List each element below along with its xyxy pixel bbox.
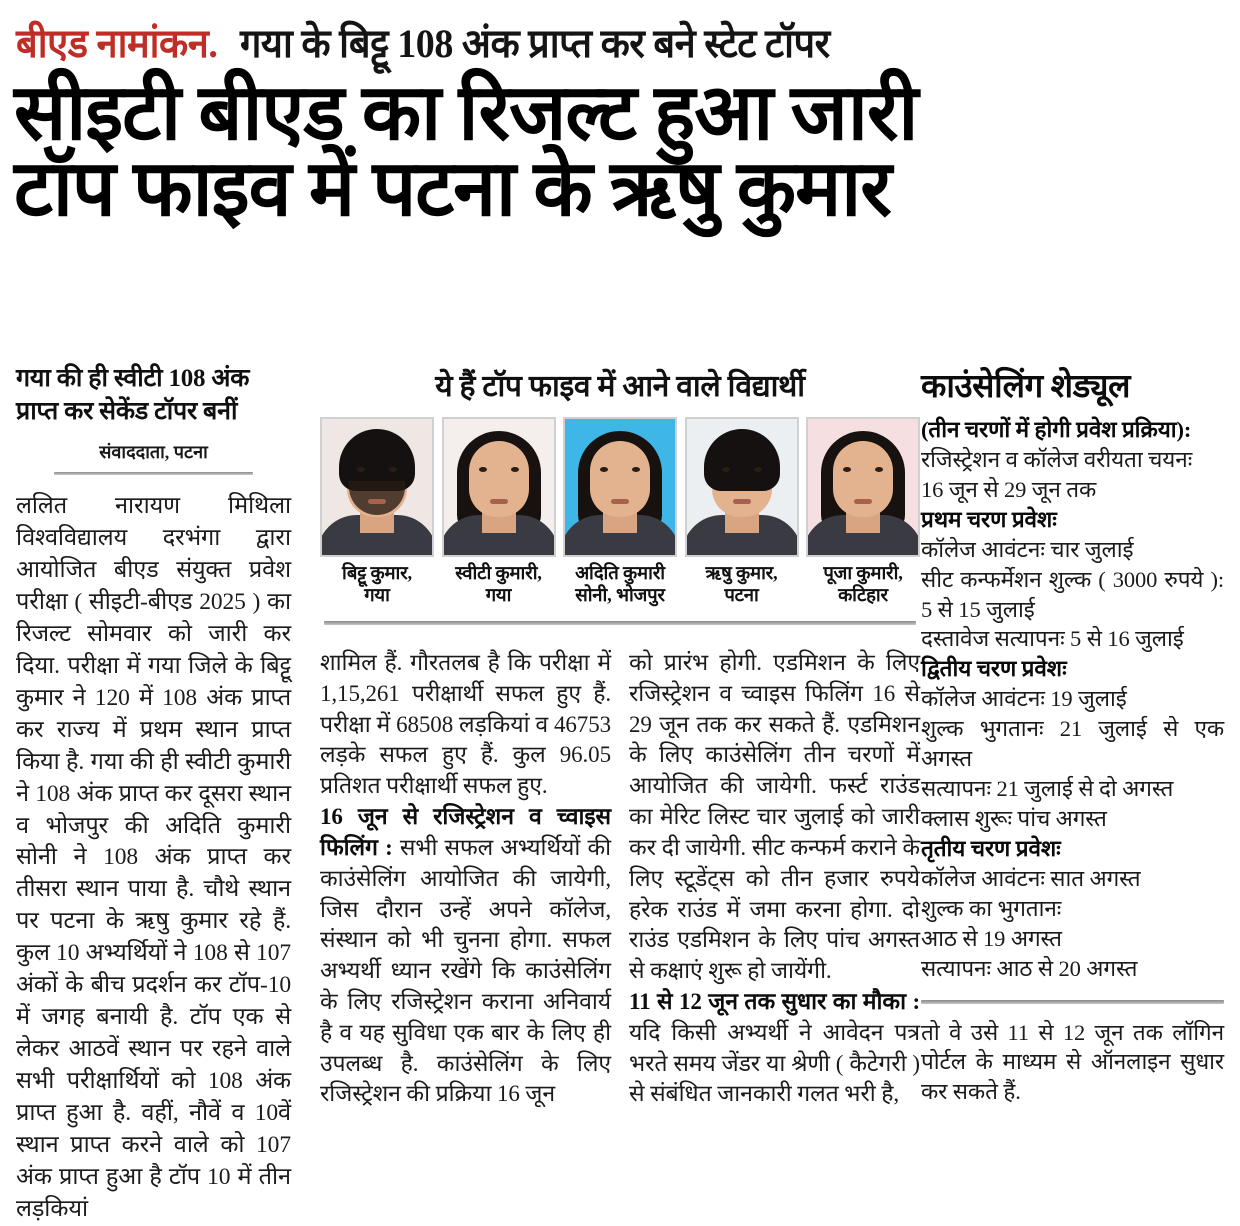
kicker-line <box>0 0 1240 71</box>
col2-paragraph-2 <box>320 802 611 1110</box>
topper-name: ऋषु कुमार, <box>705 564 778 584</box>
left-subheadline: गया की ही स्वीटी 108 अंक प्राप्त कर सेकेंड टॉपर बनीं <box>16 365 250 425</box>
topper-place: गया <box>485 586 512 607</box>
topper-card <box>806 417 920 607</box>
topper-name: स्वीटी कुमारी, <box>455 564 542 584</box>
topper-caption <box>563 563 677 607</box>
toppers-photo-row <box>320 417 920 607</box>
schedule-item: क्लास शुरूः पांच अगस्त <box>921 805 1107 831</box>
portrait-eye-left <box>600 467 608 472</box>
feature-body-columns <box>320 648 920 1110</box>
topper-caption <box>442 563 556 607</box>
schedule-item: दस्तावेज सत्यापनः 5 से 16 जुलाई <box>921 626 1184 652</box>
column-schedule <box>907 362 1240 1226</box>
portrait-face <box>469 441 529 517</box>
left-body-paragraph: ललित नारायण मिथिला विश्वविद्यालय दरभंगा द्वारा आयोजित बीएड संयुक्त प्रवेश परीक्षा ( सीइटी-बीएड 2025 ) का रिजल्ट सोमवार को जारी कर दिया. परीक्षा में गया जिले के बिट्टू कुमार ने 120 में 108 अंक प्राप्त कर राज्य में प्रथम स्थान प्राप्त किया है. गया की ही स्वीटी कुमारी ने 108 अंक प्राप्त कर दूसरा स्थान व भोजपुर की अदिति कुमारी सोनी ने 108 अंक प्राप्त कर तीसरा स्थान पाया है. चौथे स्थान पर पटना के ऋषु कुमार रहे हैं. कुल 10 अभ्यर्थियों ने 108 से 107 अंकों के बीच प्रदर्शन कर टॉप-10 में जगह बनायी है. टॉप एक से लेकर आठवें स्थान पर रहने वाले सभी परीक्षार्थियों को 108 अंक प्राप्त हुआ है. वहीं, नौवें व 10वें स्थान प्राप्त करने वाले को 107 अंक प्राप्त हुआ है टॉप 10 में तीन लड़कियां <box>16 493 291 1222</box>
column-two-text <box>320 648 611 1110</box>
schedule-item: शुल्क भुगतानः 21 जुलाई से एक अगस्त <box>921 716 1224 772</box>
schedule-phase-heading: तृतीय चरण प्रवेशः <box>921 835 1061 861</box>
portrait-eye-left <box>357 467 365 472</box>
headline-line-1: सीइटी बीएड का रिजल्ट हुआ जारी <box>14 69 918 156</box>
topper-place: पटना <box>724 586 759 607</box>
topper-caption <box>320 563 434 607</box>
schedule-title: काउंसेलिंग शेड्यूल <box>921 369 1131 405</box>
schedule-item: कॉलेज आवंटनः सात अगस्त <box>921 865 1141 891</box>
topper-photo <box>563 417 677 557</box>
topper-caption <box>685 563 799 607</box>
schedule-item: शुल्क का भुगतानः <box>921 895 1062 921</box>
schedule-subtitle: (तीन चरणों में होगी प्रवेश प्रक्रिया): <box>921 417 1192 442</box>
schedule-item: रजिस्ट्रेशन व कॉलेज वरीयता चयनः <box>921 446 1193 472</box>
schedule-item: सत्यापनः आठ से 20 अगस्त <box>921 955 1138 981</box>
topper-name: पूजा कुमारी, <box>823 564 903 584</box>
portrait-eye-left <box>722 467 730 472</box>
col3-lead-body: यदि किसी अभ्यर्थी ने आवेदन पत्र भरते समय जेंडर या श्रेणी ( कैटेगरी ) से संबंधित जानकारी गलत भरी है, <box>629 1019 920 1107</box>
portrait-eye-right <box>389 467 397 472</box>
main-headline <box>0 69 1240 232</box>
portrait-eye-right <box>632 467 640 472</box>
portrait-mouth <box>854 499 872 504</box>
schedule-item: आठ से 19 अगस्त <box>921 925 1062 951</box>
portrait-eye-right <box>875 467 883 472</box>
kicker-label-black: गया के बिट्टू 108 अंक प्राप्त कर बने स्टेट टॉपर <box>239 21 830 66</box>
portrait-mouth <box>611 499 629 504</box>
schedule-footer-text: तो वे उसे 11 से 12 जून तक लॉगिन पोर्टल के माध्यम से ऑनलाइन सुधार कर सकते हैं. <box>921 1019 1224 1105</box>
schedule-phase-heading: द्वितीय चरण प्रवेशः <box>921 656 1067 682</box>
schedule-phase-heading: प्रथम चरण प्रवेशः <box>921 506 1057 532</box>
topper-photo <box>806 417 920 557</box>
topper-card <box>685 417 799 607</box>
topper-name: बिट्टू कुमार, <box>342 564 412 584</box>
headline-line-2: टॉप फाइव में पटना के ऋषु कुमार <box>14 144 891 232</box>
topper-photo <box>320 417 434 557</box>
schedule-item: कॉलेज आवंटनः 19 जुलाई <box>921 686 1127 712</box>
col2-paragraph-1: शामिल हैं. गौरतलब है कि परीक्षा में 1,15,261 परीक्षार्थी सफल हुए हैं. परीक्षा में 68508 लड़कियां व 46753 लड़के सफल हुए हैं. कुल 96.05 प्रतिशत परीक्षार्थी सफल हुए. <box>320 650 611 799</box>
topper-card <box>442 417 556 607</box>
topper-name: अदिति कुमारी <box>575 564 665 584</box>
schedule-item: कॉलेज आवंटनः चार जुलाई <box>921 536 1134 562</box>
topper-card <box>563 417 677 607</box>
kicker-label-red: बीएड नामांकन. <box>16 21 218 66</box>
column-left <box>0 362 305 1226</box>
topper-caption <box>806 563 920 607</box>
col2-lead-label: 16 जून से रजिस्ट्रेशन व च्वाइस फिलिंग : <box>320 804 611 860</box>
portrait-mouth <box>368 499 386 504</box>
portrait-eye-left <box>843 467 851 472</box>
schedule-item: सीट कन्फर्मेशन शुल्क ( 3000 रुपये ): 5 से 15 जुलाई <box>921 566 1224 622</box>
topper-place: सोनी, भोजपुर <box>575 586 665 607</box>
col3-lead-label: 11 से 12 जून तक सुधार का मौका : <box>629 988 920 1014</box>
topper-place: गया <box>364 586 390 607</box>
portrait-face <box>590 441 650 517</box>
column-three-text <box>629 648 920 1110</box>
col2-lead-body: सभी सफल अभ्यर्थियों की काउंसेलिंग आयोजित की जायेगी, जिस दौरान उन्हें अपने कॉलेज, संस्थान को भी चुनना होगा. सफल अभ्यर्थी ध्यान रखेंगे कि काउंसेलिंग के लिए रजिस्ट्रेशन कराना अनिवार्य है व यह सुविधा एक बार के लिए ही उपलब्ध है. काउंसेलिंग के लिए रजिस्ट्रेशन की प्रक्रिया 16 जून <box>320 834 611 1107</box>
portrait-eye-left <box>479 467 487 472</box>
col3-paragraph-1: को प्रारंभ होगी. एडमिशन के लिए रजिस्ट्रेशन व च्वाइस फिलिंग 16 से 29 जून तक कर सकते हैं. एडमिशन के लिए काउंसेलिंग तीन चरणों में आयोजित की जायेगी. फर्स्ट राउंड का मेरिट लिस्ट चार जुलाई को जारी कर दी जायेगी. सीट कन्फर्म कराने के लिए स्टूडेंट्स को तीन हजार रुपये हरेक राउंड में जमा करना होगा. दो राउंड एडमिशन के लिए पांच अगस्त से कक्षाएं शुरू हो जायेंगी. <box>629 650 920 984</box>
topper-card <box>320 417 434 607</box>
topper-photo <box>442 417 556 557</box>
schedule-divider <box>921 1000 1224 1004</box>
schedule-item: सत्यापनः 21 जुलाई से दो अगस्त <box>921 776 1174 802</box>
byline-divider <box>54 472 253 475</box>
topper-photo <box>685 417 799 557</box>
feature-divider <box>324 621 916 625</box>
portrait-eye-right <box>754 467 762 472</box>
portrait-mouth <box>733 499 751 504</box>
schedule-items <box>921 445 1224 984</box>
toppers-feature <box>320 362 920 639</box>
feature-title: ये हैं टॉप फाइव में आने वाले विद्यार्थी <box>435 370 805 403</box>
portrait-face <box>833 441 893 517</box>
schedule-item: 16 जून से 29 जून तक <box>921 476 1097 502</box>
topper-place: कटिहार <box>838 586 888 607</box>
byline: संवाददाता, पटना <box>99 442 208 462</box>
portrait-mouth <box>490 499 508 504</box>
col3-paragraph-2 <box>629 987 920 1110</box>
portrait-eye-right <box>511 467 519 472</box>
